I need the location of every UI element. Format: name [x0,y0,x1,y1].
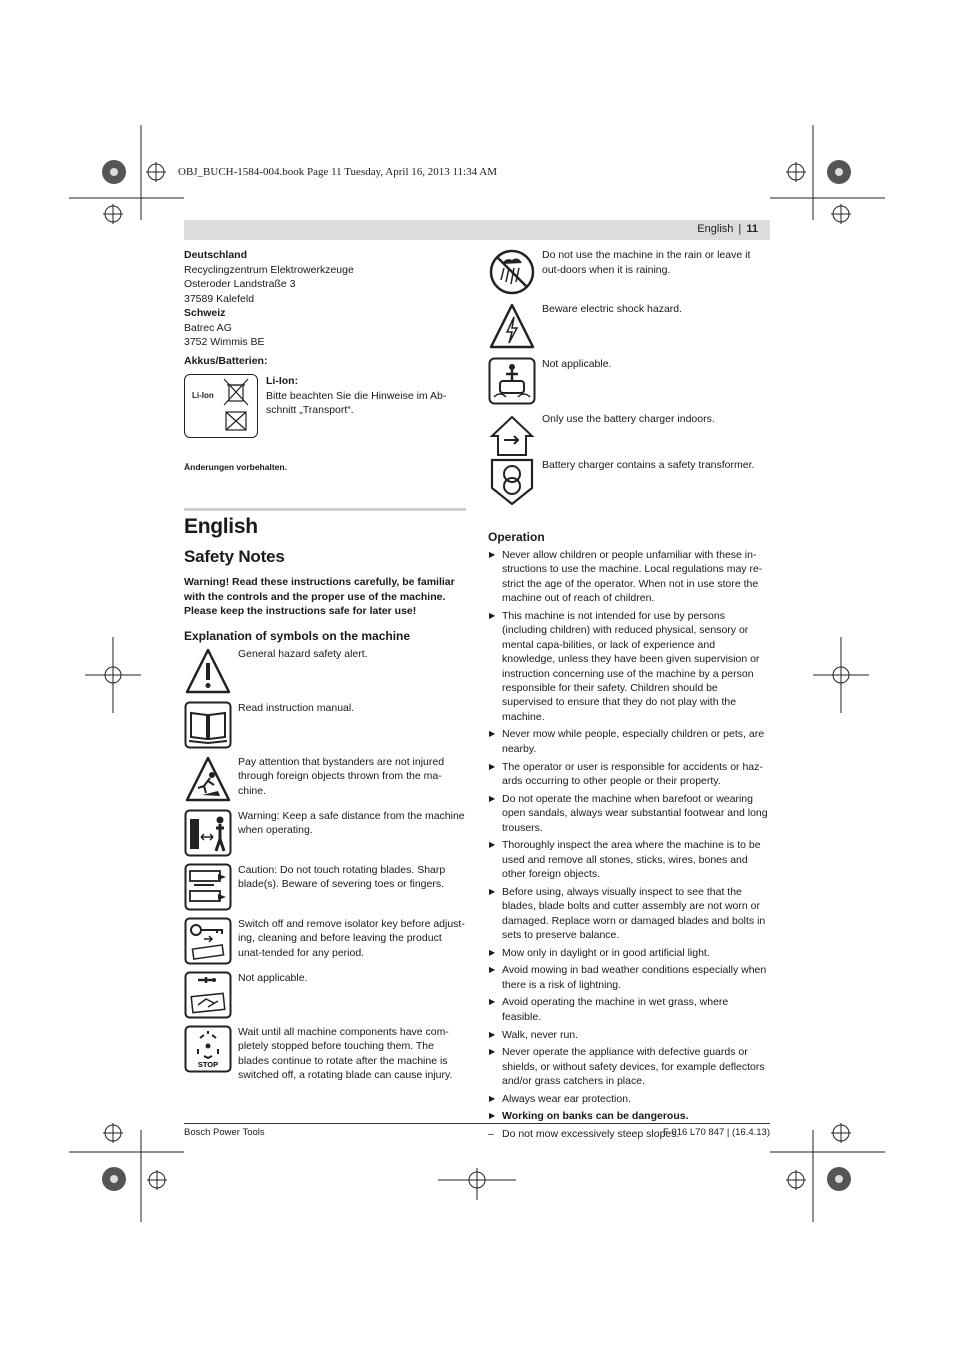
symbol-description: Beware electric shock hazard. [542,303,683,315]
operation-item-text: Walk, never run. [502,1028,579,1041]
symbol-description: General hazard safety alert. [238,647,368,660]
header-language: English [697,223,734,235]
bullet-triangle-icon: ▶ [489,886,496,896]
symbol-description: Wait until all machine components have com-pletely stopped before touching them. The blades continue to rotate after the machine is switched off, a rotating blade can cause injury. [238,1025,453,1081]
symbol-row [488,357,770,412]
not-applicable-icon [184,971,232,1019]
operation-item-text: Always wear ear protection. [502,1092,631,1105]
hazard-triangle-icon [184,647,232,695]
banks-heading [488,1109,770,1123]
operation-item-text: Never allow children or people unfamiliar with these in-structions to use the machine. Local regulations may re-strict the age of the operator. When not in use store the machine out of reach of children. [502,549,763,605]
li-ion-row [184,374,466,444]
operation-item [488,946,770,960]
operation-item [488,885,770,943]
not-applicable-mower-icon [488,357,536,405]
operation-item [488,1092,770,1106]
isolator-key-icon [184,917,232,965]
symbol-description: Not applicable. [238,971,308,984]
operation-item [488,963,770,992]
print-line: OBJ_BUCH-1584-004.book Page 11 Tuesday, April 16, 2013 11:34 AM [178,166,498,178]
safety-notes-title: Safety Notes [184,547,285,566]
symbol-description: Do not use the machine in the rain or leave it out-doors when it is raining. [542,249,751,276]
symbol-row [184,755,466,809]
symbol-row [184,647,466,701]
instruction-manual-icon [184,701,232,749]
address-line: 3752 Wimmis BE [184,336,265,348]
bullet-triangle-icon: ▶ [489,793,496,803]
bullet-triangle-icon: ▶ [489,1047,496,1057]
li-ion-label: Li-Ion: [266,375,299,387]
operation-item-text: Do not operate the machine when barefoot or wearing open sandals, always wear substantial footwear and long trousers. [502,792,768,834]
symbol-row [184,917,466,971]
rotating-blades-icon [184,863,232,911]
operation-item-text: Never operate the appliance with defective guards or shields, or without safety devices, for example deflectors and/or grass catchers in place. [502,1046,765,1088]
symbol-description: Only use the battery charger indoors. [542,413,715,425]
operation-item-text: Never mow while people, especially children or pets, are nearby. [502,728,765,755]
stop-icon-label: STOP [197,1059,219,1069]
operation-item [488,727,770,756]
right-column [488,248,770,1142]
banks-item-text: Do not mow excessively steep slopes. [502,1128,680,1141]
address-line: Batrec AG [184,321,232,334]
symbol-description: Switch off and remove isolator key before adjust-ing, cleaning and before leaving the product unat-tended for any period. [238,917,465,959]
symbol-row [184,971,466,1025]
footer-docnumber: F 016 L70 847 | (16.4.13) [662,1127,770,1138]
operation-item [488,995,770,1024]
operation-list [488,548,770,1106]
banks-heading-text: Working on banks can be dangerous. [502,1110,689,1123]
operation-item-text: Thoroughly inspect the area where the machine is to be used and remove all stones, sticks, wires, bones and other foreign objects. [502,839,761,881]
symbol-row [184,809,466,863]
symbol-row [184,1025,466,1083]
batteries-heading: Akkus/Batterien: [184,354,268,367]
country-switzerland: Schweiz [184,307,226,319]
operation-item [488,609,770,724]
operation-item-text: Avoid operating the machine in wet grass, where feasible. [502,996,729,1023]
li-ion-note: Bitte beachten Sie die Hinweise im Ab-schnitt „Transport“. [266,389,447,416]
bullet-triangle-icon: ▶ [489,840,496,850]
country-germany: Deutschland [184,249,248,261]
bullet-triangle-icon: ▶ [489,1093,496,1103]
symbol-description: Not applicable. [542,358,612,370]
symbol-row [488,412,770,458]
footer-rule [184,1123,770,1124]
stop-wait-icon [184,1025,232,1073]
symbols-list-right [488,248,770,520]
operation-item-text: Before using, always visually inspect to see that the blades, blade bolts and cutter assembly are not worn or damaged. Replace worn or damaged blades and bolts in sets to preserve balance. [502,885,766,941]
operation-item [488,1045,770,1088]
operation-item [488,838,770,881]
bullet-triangle-icon: ▶ [489,947,496,957]
operation-item-text: This machine is not intended for use by persons (including children) with reduced physical, sensory or mental capa-bilities, or lack of experience and knowledge, unless they have been given supervision or instruction concerning use of the machine by a person responsible for their safety. Children should be supervised to ensure that they do not play with the machine. [502,609,760,723]
bullet-triangle-icon: ▶ [489,761,496,771]
no-rain-icon [488,248,536,296]
operation-item-text: The operator or user is responsible for accidents or haz-ards occurring to other people or their property. [502,760,763,787]
bullet-triangle-icon: ▶ [489,965,496,975]
bullet-triangle-icon: ▶ [489,997,496,1007]
symbol-row [488,248,770,302]
page-number: 11 [746,223,758,235]
operation-item-text: Mow only in daylight or in good artificial light. [502,946,710,959]
symbol-description: Caution: Do not touch rotating blades. Sharp blade(s). Beware of severing toes or fingers. [238,863,446,890]
operation-item [488,760,770,789]
symbols-heading: Explanation of symbols on the machine [184,628,411,643]
symbol-description: Read instruction manual. [238,701,355,714]
indoor-charger-icon [488,412,536,460]
operation-item [488,1028,770,1042]
address-line: Osteroder Landstraße 3 [184,278,296,290]
safe-distance-icon [184,809,232,857]
warning-text: Warning! Read these instructions carefully, be familiar with the controls and the proper use of the machine. Please keep the instructions safe for later use! [184,576,455,617]
bullet-triangle-icon: ▶ [489,550,496,559]
li-ion-disposal-icon [184,374,258,438]
thrown-objects-icon [184,755,232,803]
symbol-row [488,302,770,357]
operation-item [488,548,770,606]
safety-transformer-icon [488,458,536,506]
bullet-triangle-icon: ▶ [489,610,496,620]
section-divider [184,508,466,511]
operation-item-text: Avoid mowing in bad weather conditions especially when there is a risk of lightning. [502,964,767,991]
li-ion-icon-label: Li-Ion [192,391,214,400]
symbol-row [488,458,770,520]
language-title: English [184,515,258,538]
footer-brand: Bosch Power Tools [184,1127,265,1138]
address-line: 37589 Kalefeld [184,292,255,305]
operation-item [488,792,770,835]
left-column [184,248,466,1083]
symbol-description: Battery charger contains a safety transformer. [542,459,755,471]
changes-note: Änderungen vorbehalten. [184,462,287,472]
symbols-list-left [184,647,466,1083]
electric-shock-icon [488,302,536,350]
symbol-description: Pay attention that bystanders are not injured through foreign objects thrown from the ma-chine. [238,755,445,797]
bullet-triangle-icon: ▶ [489,1029,496,1039]
page-header: English | 11 [184,220,770,240]
operation-heading: Operation [488,530,545,544]
bullet-triangle-icon: ▶ [489,1111,496,1121]
symbol-row [184,701,466,755]
symbol-row [184,863,466,917]
symbol-description: Warning: Keep a safe distance from the machine when operating. [238,809,465,836]
banks-item: – Do not mow excessively steep slopes. [488,1128,680,1141]
recycling-addresses [184,248,466,368]
bullet-triangle-icon: ▶ [489,729,496,739]
address-line: Recyclingzentrum Elektrowerkzeuge [184,263,354,276]
